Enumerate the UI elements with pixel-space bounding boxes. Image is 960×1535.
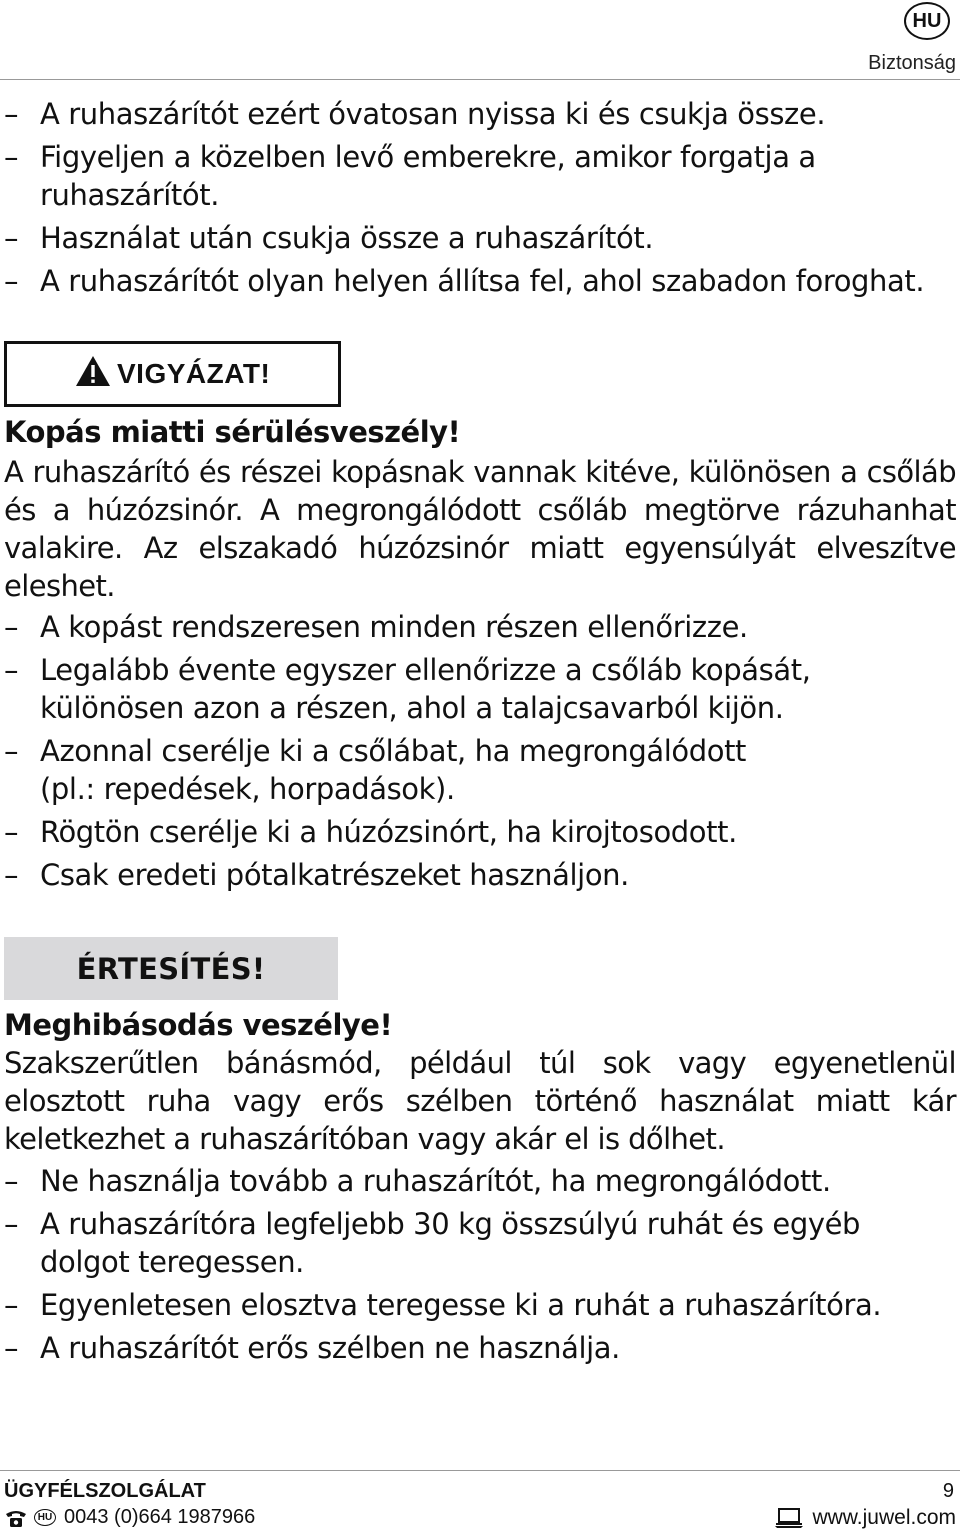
list-item (0, 651, 930, 727)
bullet: – (4, 1288, 19, 1322)
list-item-text: A ruhaszárítót ezért óvatosan nyissa ki és csukja össze. (40, 97, 826, 131)
warning-subtitle: Kopás miatti sérülésveszély! (4, 415, 461, 449)
list-item-text: A kopást rendszeresen minden részen ellenőrizze. (40, 610, 748, 644)
bullet: – (4, 858, 19, 892)
footer-website (774, 1506, 956, 1530)
list-item (0, 262, 930, 300)
warning-triangle-icon (75, 355, 111, 387)
notice-list (0, 1162, 930, 1372)
footer-title: ÜGYFÉLSZOLGÁLAT (4, 1480, 206, 1502)
footer-phone (4, 1506, 255, 1529)
bullet: – (4, 221, 19, 255)
list-item-text: A ruhaszárítóra legfeljebb 30 kg összsúlyú ruhát és egyéb dolgot teregessen. (40, 1207, 861, 1279)
list-item (0, 1205, 930, 1281)
list-item (0, 608, 930, 646)
page-number: 9 (942, 1480, 954, 1502)
bullet: – (4, 1207, 19, 1241)
section-title: Biztonság (868, 52, 956, 74)
warning-list (0, 608, 930, 899)
header-divider (0, 79, 960, 80)
list-item-text: Ne használja tovább a ruhaszárítót, ha megrongálódott. (40, 1164, 831, 1198)
bullet: – (4, 815, 19, 849)
list-item-text: A ruhaszárítót erős szélben ne használja. (40, 1331, 620, 1365)
bullet: – (4, 610, 19, 644)
list-item (0, 813, 930, 851)
warning-label: VIGYÁZAT! (117, 358, 271, 389)
list-item-text: Egyenletesen elosztva teregesse ki a ruhát a ruhaszárítóra. (40, 1288, 882, 1322)
footer-divider (0, 1470, 960, 1471)
bullet: – (4, 140, 19, 174)
list-item-text: Legalább évente egyszer ellenőrizze a csőláb kopását, különösen azon a részen, ahol a talajcsavarból kijön. (40, 653, 811, 725)
telephone-icon (4, 1508, 28, 1528)
warning-banner (4, 341, 341, 407)
list-item (0, 856, 930, 894)
notice-label: ÉRTESÍTÉS! (76, 951, 266, 986)
list-item (0, 732, 930, 808)
intro-list (0, 95, 930, 305)
list-item-text: Azonnal cserélje ki a csőlábat, ha megrongálódott (pl.: repedések, horpadások). (40, 734, 747, 806)
warning-text: A ruhaszárító és részei kopásnak vannak kitéve, különösen a csőláb és a húzózsinór. A megrongálódott csőláb megtörve rázuhanhat valakire. Az elszakadó húzózsinór miatt egyensúlyát elveszítve eleshet. (4, 455, 956, 603)
bullet: – (4, 734, 19, 768)
notice-banner (4, 937, 338, 1000)
bullet: – (4, 97, 19, 131)
list-item-text: A ruhaszárítót olyan helyen állítsa fel, ahol szabadon foroghat. (40, 264, 925, 298)
list-item (0, 1329, 930, 1367)
notice-text: Szakszerűtlen bánásmód, például túl sok vagy egyenetlenül elosztott ruha vagy erős szélben történő használat miatt kár keletkezhet a ruhaszárítóban vagy akár el is dőlhet. (4, 1046, 956, 1156)
list-item (0, 95, 930, 133)
list-item (0, 1162, 930, 1200)
bullet: – (4, 1164, 19, 1198)
language-badge-label: HU (912, 9, 942, 32)
bullet: – (4, 264, 19, 298)
notice-subtitle: Meghibásodás veszélye! (4, 1008, 393, 1042)
list-item (0, 1286, 930, 1324)
bullet: – (4, 653, 19, 687)
website-link[interactable]: www.juwel.com (812, 1506, 956, 1529)
laptop-icon (774, 1507, 804, 1529)
list-item-text: Figyeljen a közelben levő emberekre, amikor forgatja a ruhaszárítót. (40, 140, 816, 212)
list-item-text: Csak eredeti pótalkatrészeket használjon. (40, 858, 629, 892)
language-badge (904, 2, 950, 40)
bullet: – (4, 1331, 19, 1365)
list-item-text: Rögtön cserélje ki a húzózsinórt, ha kirojtosodott. (40, 815, 737, 849)
list-item-text: Használat után csukja össze a ruhaszárítót. (40, 221, 654, 255)
phone-country-badge: HU (34, 1509, 56, 1526)
phone-number[interactable]: 0043 (0)664 1987966 (64, 1506, 256, 1528)
list-item (0, 219, 930, 257)
list-item (0, 138, 930, 214)
